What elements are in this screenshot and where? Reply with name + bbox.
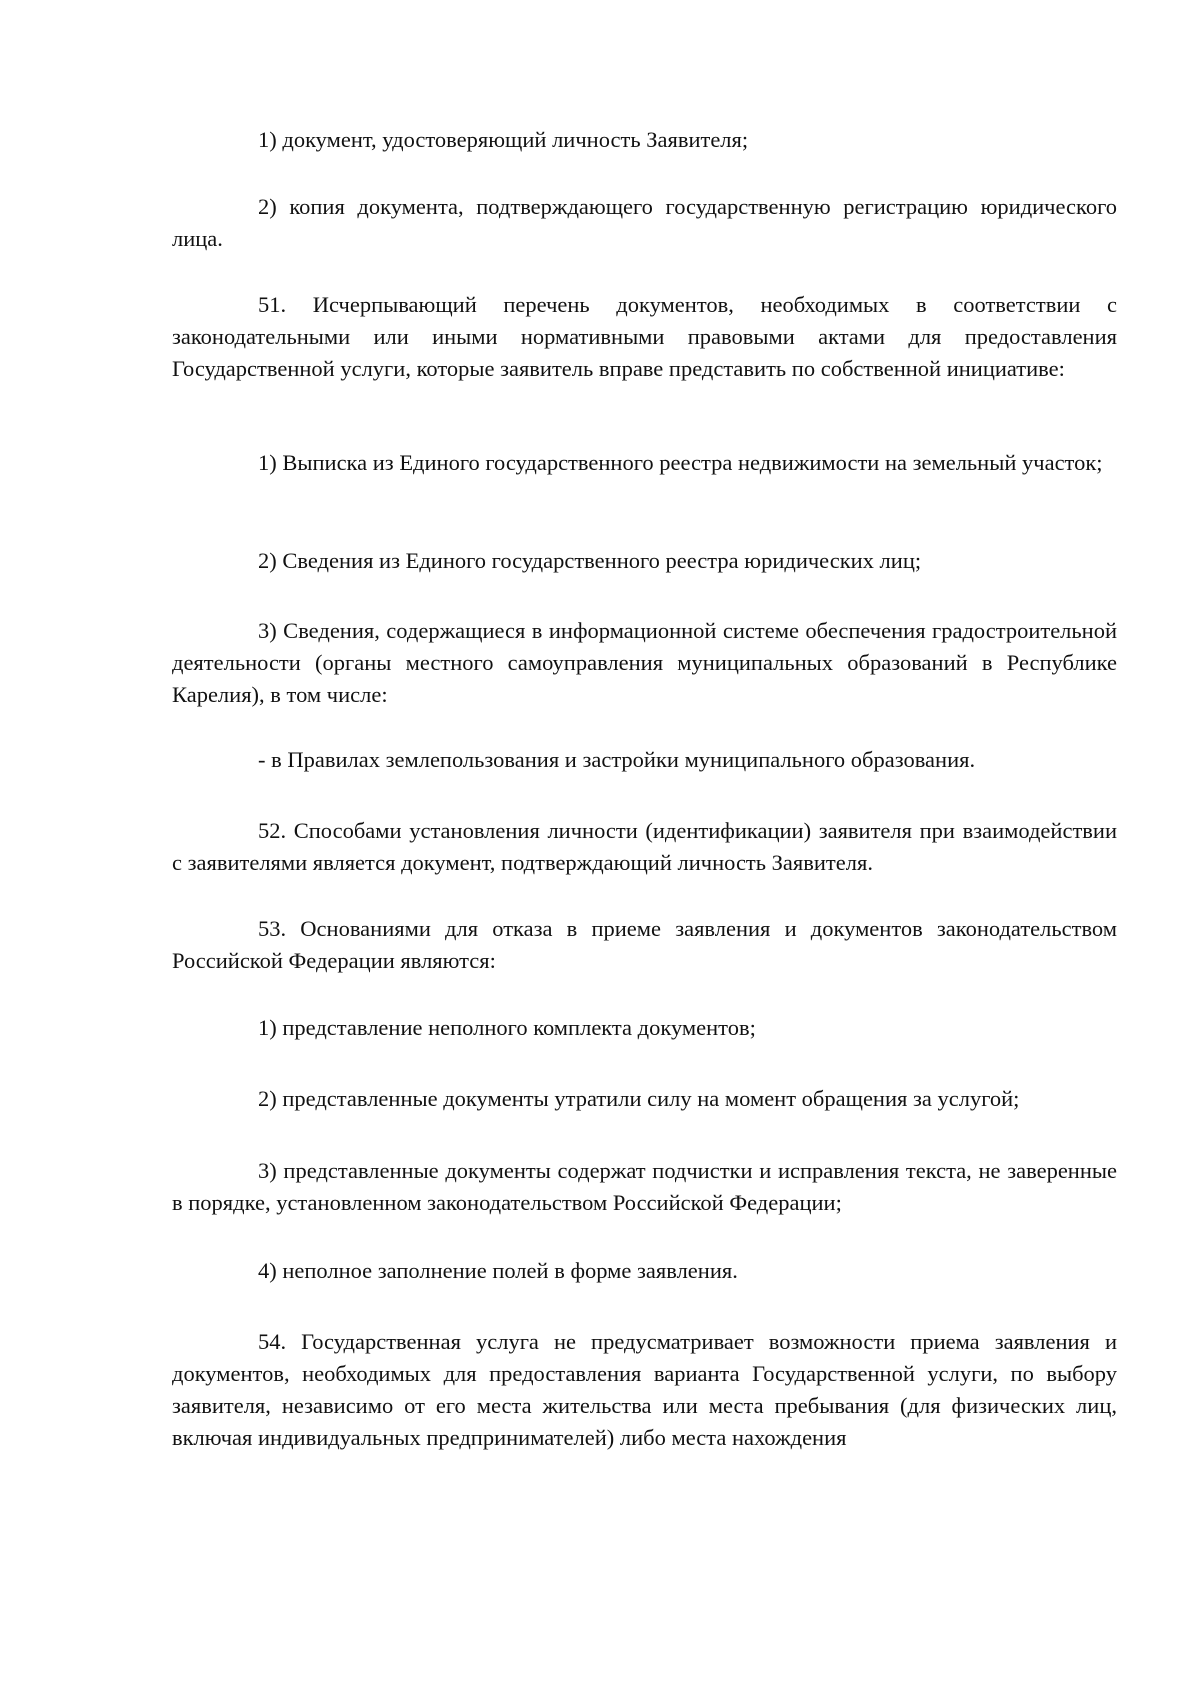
paragraph-isogd-info: 3) Сведения, содержащиеся в информационной системе обеспечения градостроительной деятельности (органы местного самоуправления муниципальных образований в Республике Карелия), в том числе: — [172, 618, 1117, 707]
paragraph-53: 53. Основаниями для отказа в приеме заявления и документов законодательством Российской Федерации являются: — [172, 916, 1117, 973]
paragraph-identity-document: 1) документ, удостоверяющий личность Заявителя; — [258, 127, 749, 152]
paragraph-51: 51. Исчерпывающий перечень документов, необходимых в соответствии с законодательными или иными нормативными правовыми актами для предоставления Государственной услуги, которые заявитель вправе представить по собственной инициативе: — [172, 292, 1117, 381]
paragraph-erasures: 3) представленные документы содержат подчистки и исправления текста, не заверенные в порядке, установленном законодательством Российской Федерации; — [172, 1158, 1117, 1215]
paragraph-incomplete-set: 1) представление неполного комплекта документов; — [258, 1015, 756, 1040]
paragraph-expired-documents: 2) представленные документы утратили силу на момент обращения за услугой; — [258, 1086, 1020, 1111]
paragraph-egrn-extract: 1) Выписка из Единого государственного реестра недвижимости на земельный участок; — [258, 450, 1103, 475]
paragraph-54: 54. Государственная услуга не предусматривает возможности приема заявления и документов, необходимых для предоставления варианта Государственной услуги, по выбору заявителя, независимо от его места жительства или места пребывания (для физических лиц, включая индивидуальных предпринимателей) либо места нахождения — [172, 1329, 1117, 1450]
paragraph-incomplete-form: 4) неполное заполнение полей в форме заявления. — [258, 1258, 738, 1283]
paragraph-land-use-rules: - в Правилах землепользования и застройки муниципального образования. — [258, 747, 976, 772]
paragraph-egrul-info: 2) Сведения из Единого государственного реестра юридических лиц; — [258, 548, 922, 573]
paragraph-52: 52. Способами установления личности (идентификации) заявителя при взаимодействии с заявителями является документ, подтверждающий личность Заявителя. — [172, 818, 1117, 875]
paragraph-legal-entity-registration: 2) копия документа, подтверждающего государственную регистрацию юридического лица. — [172, 194, 1117, 251]
